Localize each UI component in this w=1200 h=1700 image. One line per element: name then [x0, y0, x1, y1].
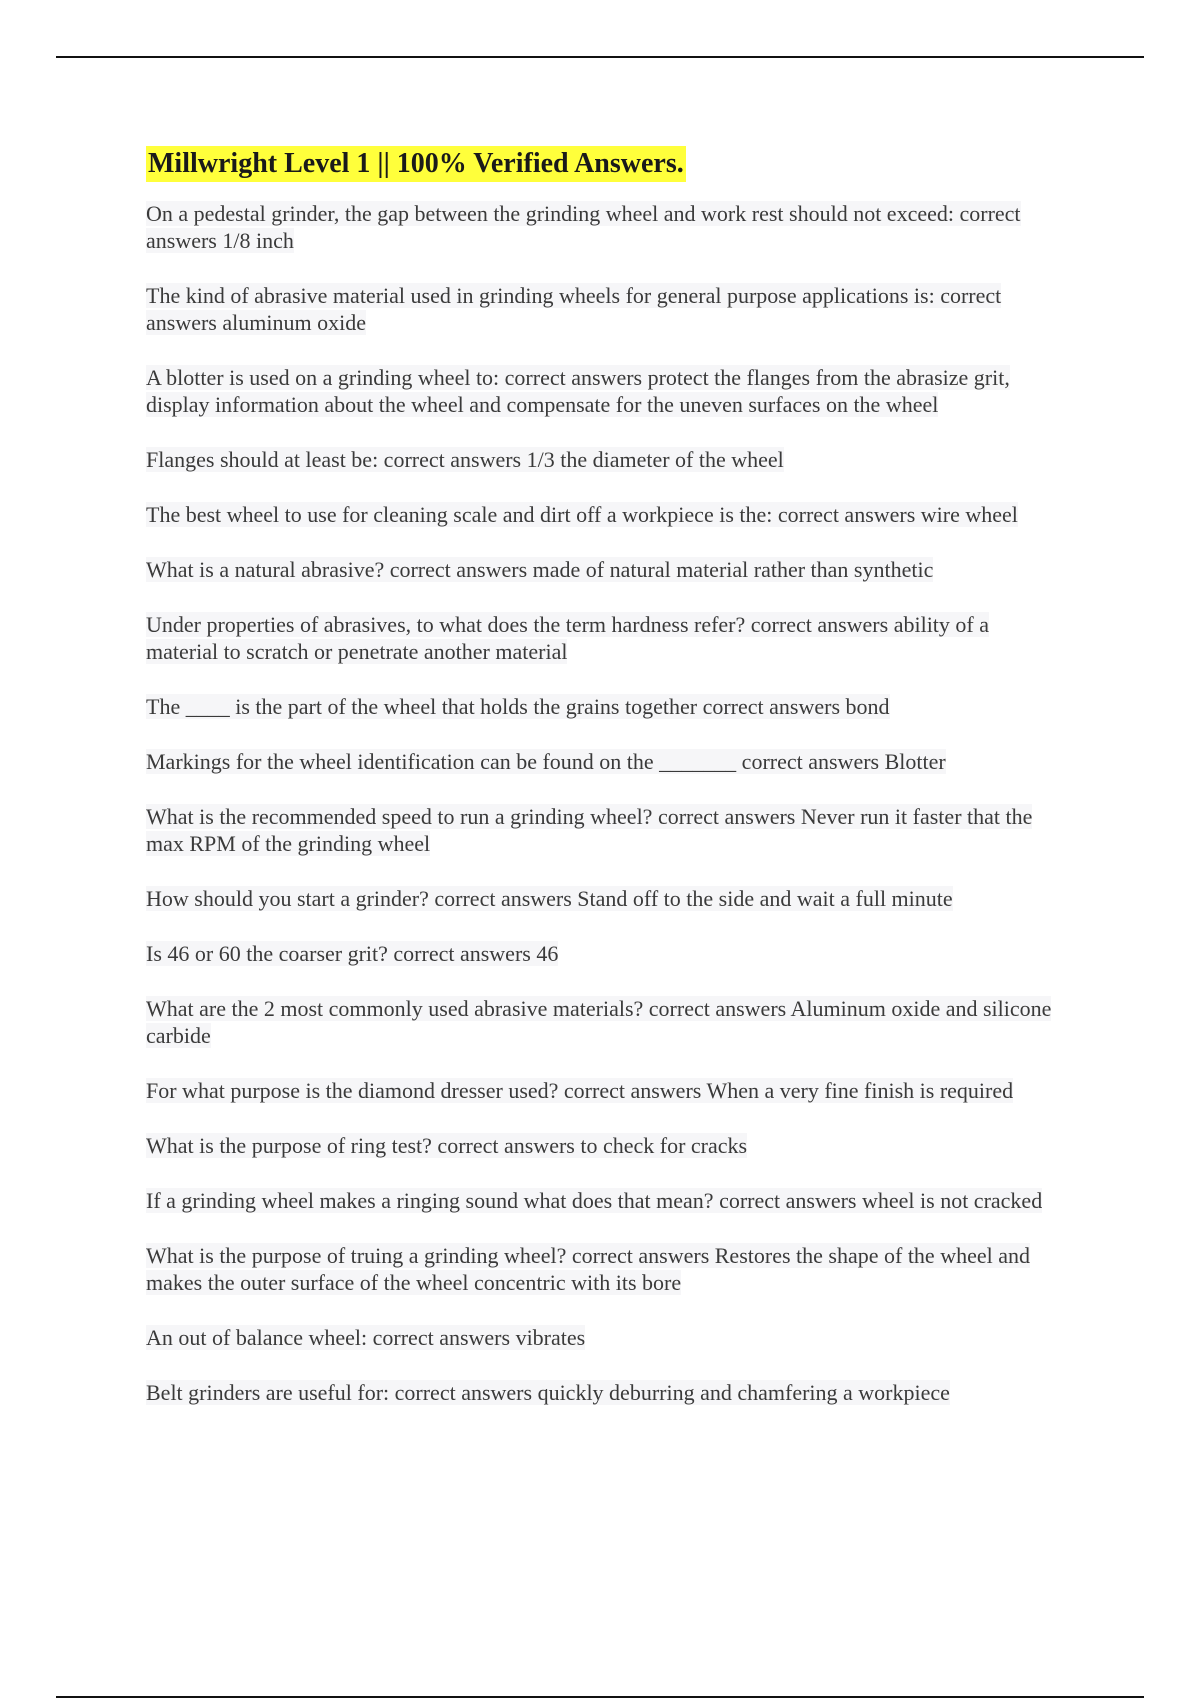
qa-item-5: The best wheel to use for cleaning scale and dirt off a workpiece is the: correct answers wire wheel — [146, 502, 1018, 527]
qa-item-15: What is the purpose of ring test? correct answers to check for cracks — [146, 1133, 748, 1158]
qa-item-12: Is 46 or 60 the coarser grit? correct answers 46 — [146, 941, 559, 966]
qa-item-14: For what purpose is the diamond dresser used? correct answers When a very fine finish is required — [146, 1078, 1014, 1103]
qa-item-19: Belt grinders are useful for: correct answers quickly deburring and chamfering a workpiece — [146, 1380, 950, 1405]
qa-item-7: Under properties of abrasives, to what does the term hardness refer? correct answers ability of a material to scratch or penetrate another material — [146, 612, 990, 664]
document-body — [146, 146, 1066, 1434]
qa-item-18: An out of balance wheel: correct answers vibrates — [146, 1325, 586, 1350]
qa-item-17: What is the purpose of truing a grinding wheel? correct answers Restores the shape of the wheel and makes the outer surface of the wheel concentric with its bore — [146, 1243, 1030, 1295]
qa-item-1: On a pedestal grinder, the gap between the grinding wheel and work rest should not exceed: correct answers 1/8 inch — [146, 201, 1021, 253]
document-title: Millwright Level 1 || 100% Verified Answers. — [146, 146, 686, 182]
qa-item-8: The ____ is the part of the wheel that holds the grains together correct answers bond — [146, 694, 890, 719]
qa-item-3: A blotter is used on a grinding wheel to: correct answers protect the flanges from the abrasize grit, display information about the wheel and compensate for the uneven surfaces on the wheel — [146, 365, 1010, 417]
qa-item-9: Markings for the wheel identification can be found on the _______ correct answers Blotter — [146, 749, 946, 774]
qa-item-16: If a grinding wheel makes a ringing sound what does that mean? correct answers wheel is not cracked — [146, 1188, 1043, 1213]
qa-item-4: Flanges should at least be: correct answers 1/3 the diameter of the wheel — [146, 447, 784, 472]
qa-item-2: The kind of abrasive material used in grinding wheels for general purpose applications is: correct answers aluminum oxide — [146, 283, 1002, 335]
qa-item-13: What are the 2 most commonly used abrasive materials? correct answers Aluminum oxide and silicone carbide — [146, 996, 1052, 1048]
top-rule — [56, 56, 1144, 58]
qa-item-6: What is a natural abrasive? correct answers made of natural material rather than synthetic — [146, 557, 934, 582]
qa-item-10: What is the recommended speed to run a grinding wheel? correct answers Never run it faster that the max RPM of the grinding wheel — [146, 804, 1033, 856]
qa-item-11: How should you start a grinder? correct answers Stand off to the side and wait a full minute — [146, 886, 953, 911]
bottom-rule — [56, 1696, 1144, 1698]
